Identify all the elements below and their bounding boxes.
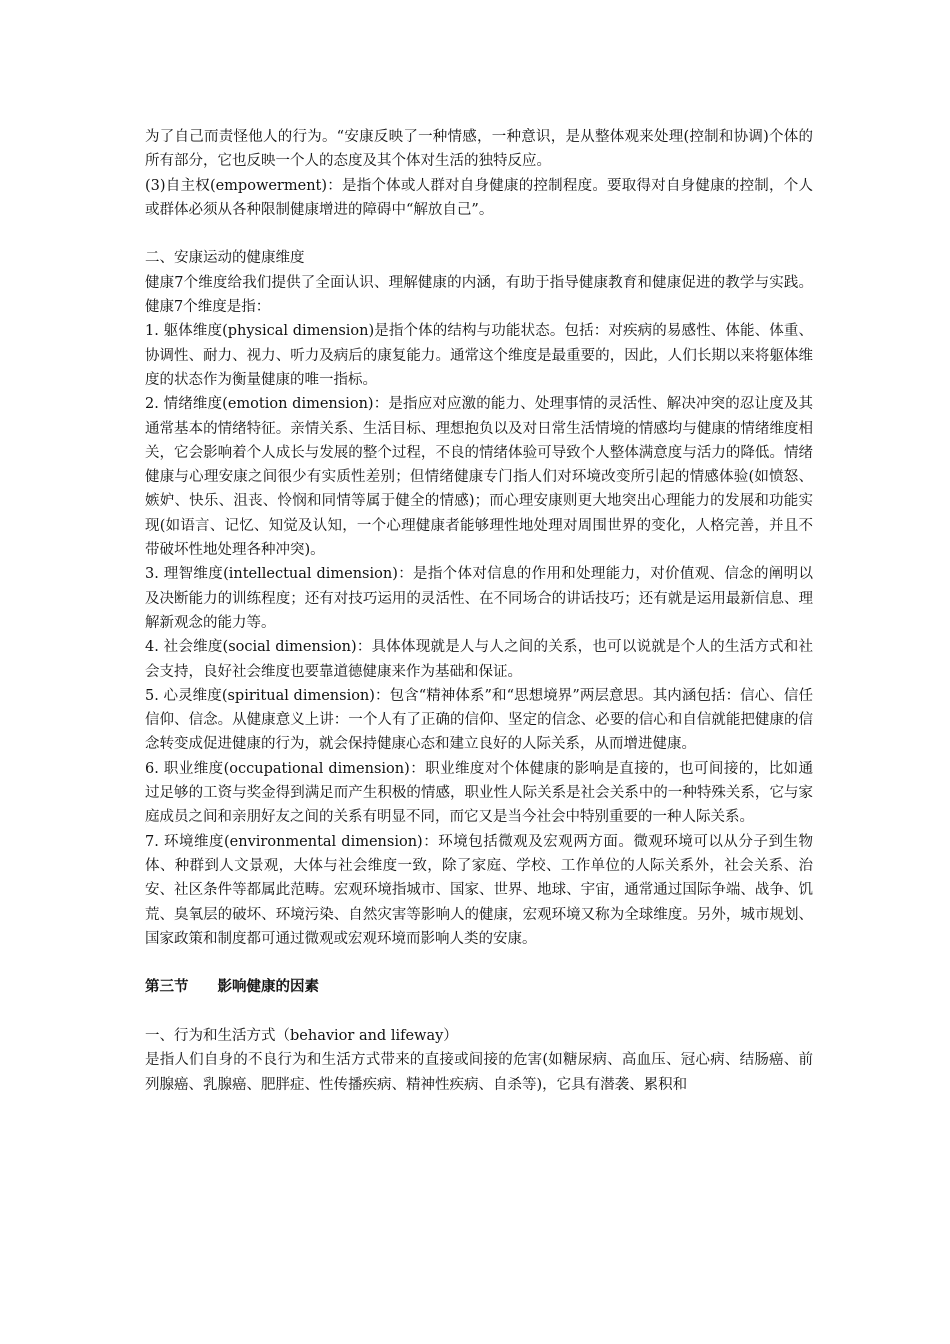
- section-title-health-factors: 第三节 影响健康的因素: [145, 978, 319, 996]
- list-item-intellectual-dimension: 3. 理智维度(intellectual dimension)：是指个体对信息的作用和处理能力，对价值观、信念的阐明以及决断能力的训练程度；还有对技巧运用的灵活性、在不同场合的讲话技巧；还有就是运用最新信息、理解新观念的能力等。: [145, 566, 813, 631]
- paragraph-wellness-definition: 为了自己而责怪他人的行为。“安康反映了一种情感，一种意识，是从整体观来处理(控制和协调)个体的所有部分，它也反映一个人的态度及其个体对生活的独特反应。: [145, 129, 813, 170]
- section-heading-health-dimensions: 二、安康运动的健康维度: [145, 250, 305, 267]
- paragraph-empowerment: (3)自主权(empowerment)：是指个体或人群对自身健康的控制程度。要取得对自身健康的控制，个人或群体必须从各种限制健康增进的障碍中“解放自己”。: [145, 177, 813, 218]
- paragraph-dimensions-intro: 健康7个维度给我们提供了全面认识、理解健康的内涵，有助于指导健康教育和健康促进的教学与实践。健康7个维度是指：: [145, 274, 813, 316]
- spacer: [145, 1000, 813, 1024]
- list-item-emotion-dimension: 2. 情绪维度(emotion dimension)：是指应对应激的能力、处理事情的灵活性、解决冲突的忍让度及其通常基本的情绪特征。亲情关系、生活目标、理想抱负以及对日常生活情境的情感均与健康的情绪维度相关，它会影响着个人成长与发展的整个过程，不良的情绪体验可导致个人整体满意度与活力的降低。情绪健康与心理安康之间很少有实质性差别；但情绪健康专门指人们对环境改变所引起的情感体验(如愤怒、嫉妒、快乐、沮丧、怜悯和同情等属于健全的情感)；而心理安康则更大地突出心理能力的发展和功能实现(如语言、记忆、知觉及认知，一个心理健康者能够理性地处理对周围世界的变化，人格完善，并且不带破坏性地处理各种冲突)。: [145, 396, 813, 559]
- list-item-environmental-dimension: 7. 环境维度(environmental dimension)：环境包括微观及宏观两方面。微观环境可以从分子到生物体、种群到人文景观，大体与社会维度一致，除了家庭、学校、工作单位的人际关系外，社会关系、治安、社区条件等都属此范畴。宏观环境指城市、国家、世界、地球、宇宙，通常通过国际争端、战争、饥荒、臭氧层的破坏、环境污染、自然灾害等影响人的健康，宏观环境又称为全球维度。另外，城市规划、国家政策和制度都可通过微观或宏观环境而影响人类的安康。: [145, 833, 813, 947]
- paragraph-behavior-lifeway: 是指人们自身的不良行为和生活方式带来的直接或间接的危害(如糖尿病、高血压、冠心病、结肠癌、前列腺癌、乳腺癌、肥胖症、性传播疾病、精神性疾病、自杀等)，它具有潜袭、累积和: [145, 1052, 813, 1093]
- list-item-social-dimension: 4. 社会维度(social dimension)：具体体现就是人与人之间的关系，也可以说就是个人的生活方式和社会支持，良好社会维度也要靠道德健康来作为基础和保证。: [145, 639, 813, 680]
- spacer: [145, 222, 813, 246]
- list-item-physical-dimension: 1. 躯体维度(physical dimension)是指个体的结构与功能状态。包括：对疾病的易感性、体能、体重、协调性、耐力、视力、听力及病后的康复能力。通常这个维度是最重要的，因此，人们长期以来将躯体维度的状态作为衡量健康的唯一指标。: [145, 323, 813, 388]
- subheading-behavior-lifeway: 一、行为和生活方式（behavior and lifeway）: [145, 1027, 458, 1044]
- list-item-occupational-dimension: 6. 职业维度(occupational dimension)：职业维度对个体健康的影响是直接的，也可间接的，比如通过足够的工资与奖金得到满足而产生积极的情感，职业性人际关系是社会关系中的一种特殊关系，它与家庭成员之间和亲朋好友之间的关系有明显不同，而它又是当今社会中特别重要的一种人际关系。: [145, 760, 813, 826]
- list-item-spiritual-dimension: 5. 心灵维度(spiritual dimension)：包含“精神体系”和“思想境界”两层意思。其内涵包括：信心、信任信仰、信念。从健康意义上讲：一个人有了正确的信仰、坚定的信念、必要的信心和自信就能把健康的信念转变成促进健康的行为，就会保持健康心态和建立良好的人际关系，从而增进健康。: [145, 687, 813, 753]
- document-page: [145, 125, 813, 1097]
- spacer: [145, 951, 813, 975]
